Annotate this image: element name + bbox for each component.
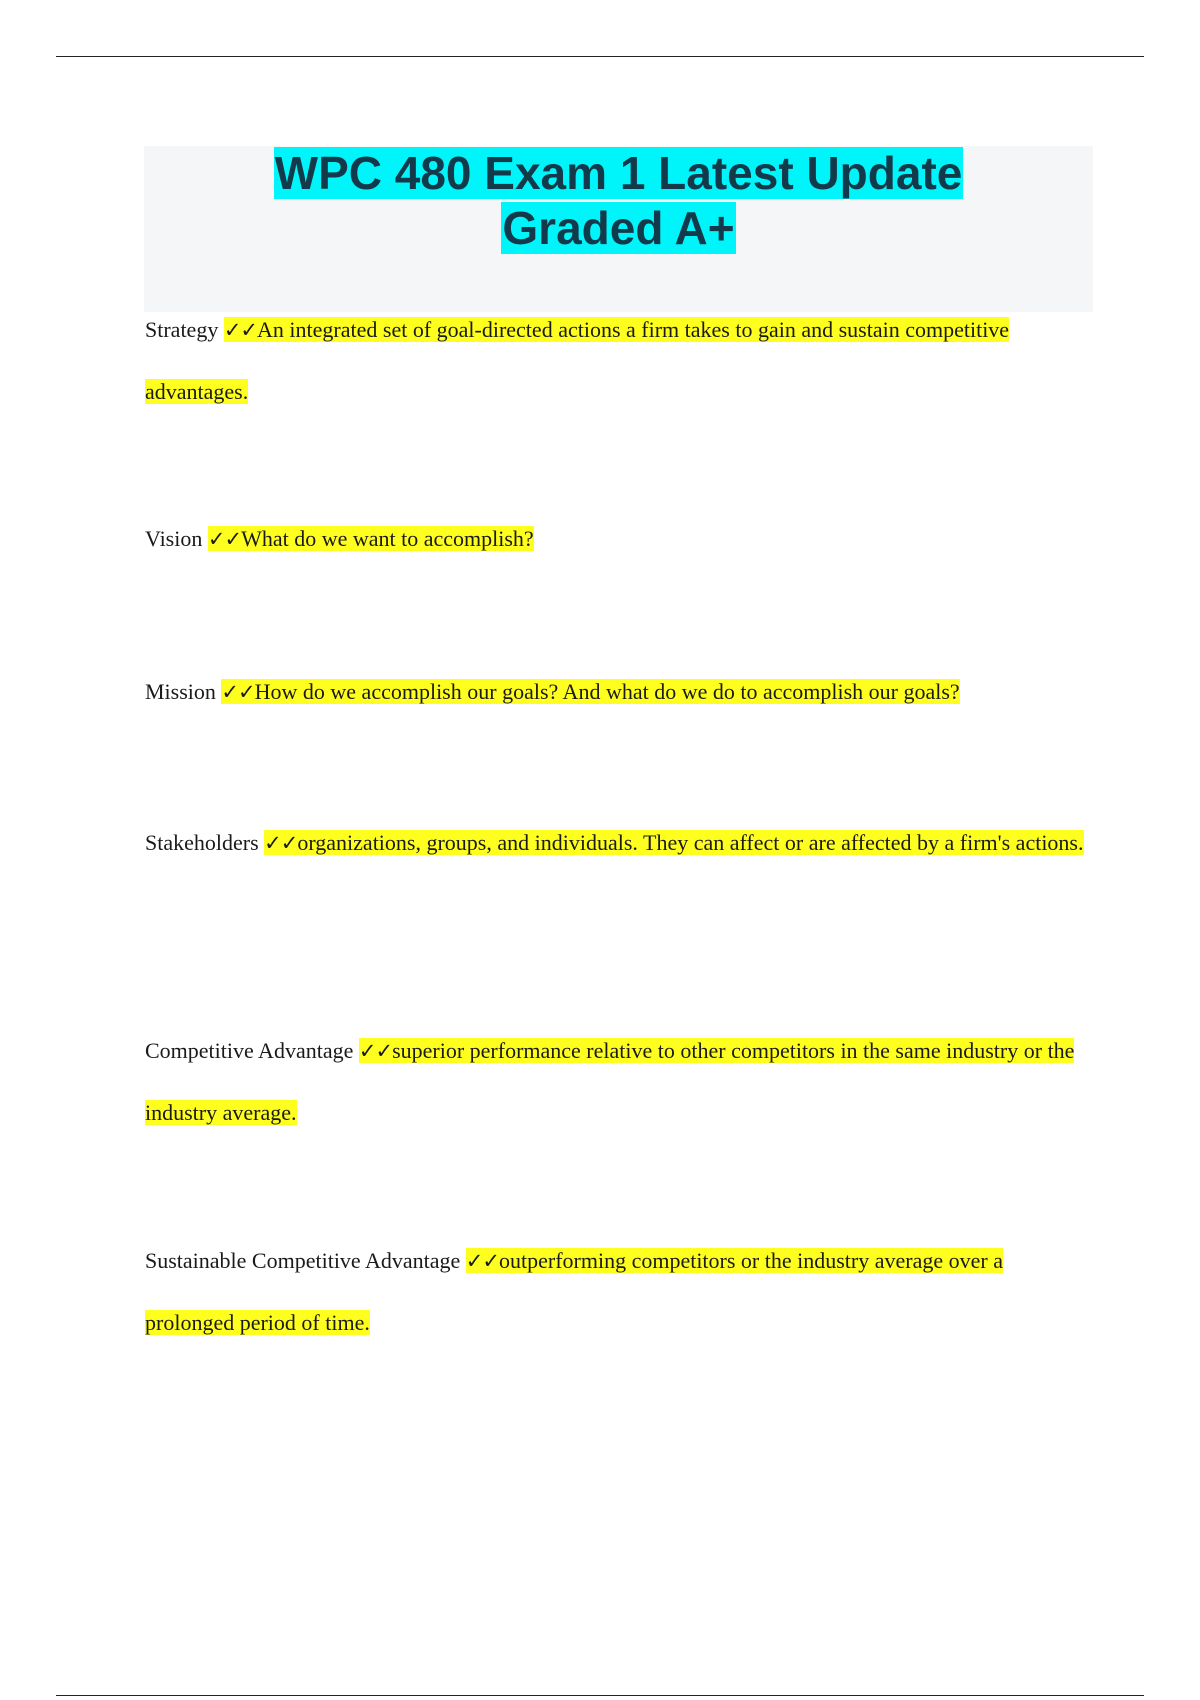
check-mark-icon: ✓✓	[207, 527, 242, 551]
entry-stakeholders	[145, 812, 1085, 874]
entry-definition: What do we want to accomplish?	[241, 526, 534, 551]
entry-term: Competitive Advantage	[145, 1038, 354, 1063]
check-mark-icon: ✓✓	[358, 1039, 393, 1063]
entry-competitive-advantage	[145, 1020, 1085, 1143]
title-line-1: WPC 480 Exam 1 Latest Update	[274, 147, 963, 199]
entry-definition: outperforming competitors or the industry average over a prolonged period of time.	[145, 1248, 1003, 1335]
check-mark-icon: ✓✓	[221, 680, 255, 704]
check-mark-icon: ✓✓	[264, 831, 298, 855]
entry-strategy	[145, 299, 1085, 422]
check-mark-icon: ✓✓	[465, 1249, 499, 1273]
entry-definition: How do we accomplish our goals? And what do we do to accomplish our goals?	[254, 679, 960, 704]
entry-definition: superior performance relative to other competitors in the same industry or the industry average.	[145, 1038, 1075, 1125]
entry-vision	[145, 508, 1085, 570]
bottom-rule	[56, 1695, 1144, 1696]
entry-mission	[145, 661, 1085, 723]
entry-answer	[221, 679, 959, 704]
entry-answer	[208, 526, 534, 551]
entry-answer	[264, 830, 1083, 855]
title-line-2: Graded A+	[502, 202, 735, 254]
entry-term: Mission	[145, 679, 216, 704]
entry-term: Sustainable Competitive Advantage	[145, 1248, 461, 1273]
entry-definition: An integrated set of goal-directed actions a firm takes to gain and sustain competitive advantages.	[145, 317, 1010, 404]
check-mark-icon: ✓✓	[223, 318, 258, 342]
entry-sustainable-competitive-advantage	[145, 1230, 1085, 1353]
title-box	[144, 146, 1093, 312]
entry-term: Stakeholders	[145, 830, 259, 855]
entry-answer	[145, 317, 1009, 404]
entry-term: Strategy	[145, 317, 219, 342]
entry-term: Vision	[145, 526, 203, 551]
entry-definition: organizations, groups, and individuals. They can affect or are affected by a firm's actions.	[297, 830, 1084, 855]
document-title	[274, 146, 964, 256]
top-rule	[56, 56, 1144, 57]
